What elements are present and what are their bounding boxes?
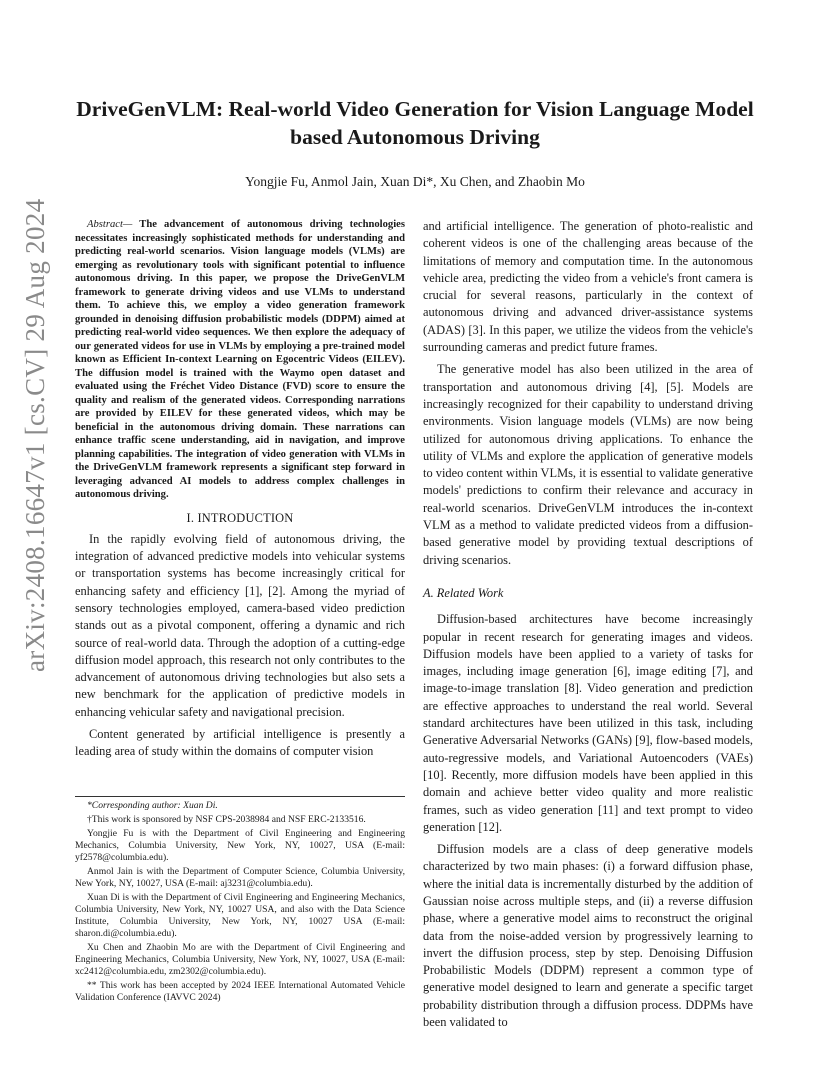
section-heading-introduction: I. INTRODUCTION (186, 510, 294, 525)
abstract (75, 218, 405, 502)
left-column (75, 218, 405, 766)
footnote-affiliation-di: Xuan Di is with the Department of Civil Engineering and Engineering Mechanics, Columbia University, New York, NY, 10027 USA, and also with the Data Science Institute, Columbia University, New York, NY, 10027 USA (E-mail: sharon.di@columbia.edu). (75, 892, 405, 939)
right-column (423, 218, 753, 1036)
intro-paragraph-2: Content generated by artificial intelligence is presently a leading area of study within the domains of computer vision (75, 727, 405, 759)
footnote-affiliation-jain: Anmol Jain is with the Department of Computer Science, Columbia University, New York, NY, 10027, USA (E-mail: aj3231@columbia.edu). (75, 866, 405, 889)
intro-paragraph-3: The generative model has also been utilized in the area of transportation and autonomous driving [4], [5]. Models are increasingly recognized for their capability to understand driving environments. Vision language models (VLMs) are now being utilized for autonomous driving applications. To enhance the utility of VLMs and explore the application of generative models to video content within VLMs, it is essential to validate generative models' predictions to confirm their relevance and accuracy in real-world scenarios. DriveGenVLM introduces the in-context VLM as a method to validate predicted videos from a diffusion-based generative model by providing textual descriptions of driving scenarios. (423, 362, 753, 567)
footnote-affiliation-fu: Yongjie Fu is with the Department of Civil Engineering and Engineering Mechanics, Columbia University, New York, NY, 10027, USA (E-mail: yf2578@columbia.edu). (75, 828, 405, 863)
paper-title: DriveGenVLM: Real-world Video Generation for Vision Language Model based Autonomous Driving (76, 97, 754, 149)
abstract-text: The advancement of autonomous driving technologies necessitates increasingly sophisticated methods for understanding and predicting real-world scenarios. Vision language models (VLMs) are emerging as revolutionary tools with significant potential to influence autonomous driving. In this paper, we propose the DriveGenVLM framework to generate driving videos and use VLMs to understand them. To achieve this, we employ a video generation framework grounded in denoising diffusion probabilistic models (DDPM) aimed at predicting real-world video sequences. We then explore the adequacy of our generated videos for use in VLMs by employing a pre-trained model known as Efficient In-context Learning on Egocentric Videos (EILEV). The diffusion model is trained with the Waymo open dataset and evaluated using the Fréchet Video Distance (FVD) score to ensure the quality and realism of the generated videos. Corresponding narrations are provided by EILEV for these generated videos, which may be beneficial in the autonomous driving domain. These narrations can enhance traffic scene understanding, aid in navigation, and improve planning capabilities. The integration of video generation with VLMs in the DriveGenVLM framework represents a significant step forward in leveraging advanced AI models to address complex challenges in autonomous driving. (75, 219, 405, 500)
subsection-heading-related-work: A. Related Work (423, 585, 504, 600)
intro-paragraph-1: In the rapidly evolving field of autonomous driving, the integration of advanced predictive models into vehicular systems or transportation systems has become increasingly critical for enhancing safety and efficiency [1], [2]. Among the myriad of sensory technologies employed, camera-based video prediction stands out as a pivotal component, offering a dynamic and rich source of real-world data. Through the adoption of a cutting-edge diffusion model approach, this research not only contributes to the advancement of autonomous driving technologies but also sets a new benchmark for the application of predictive models in enhancing vehicular safety and navigational precision. (75, 531, 405, 719)
abstract-label: Abstract— (87, 219, 133, 230)
arxiv-identifier: arXiv:2408.16647v1 [cs.CV] 29 Aug 2024 (20, 198, 50, 672)
footnote-acceptance: ** This work has been accepted by 2024 IEEE International Automated Vehicle Validation Conference (IAVVC 2024) (75, 980, 405, 1003)
related-work-paragraph-2: Diffusion models are a class of deep generative models characterized by two main phases: (i) a forward diffusion phase, where the initial data is incrementally disturbed by the addition of Gaussian noise across multiple steps, and (ii) a reverse diffusion phase, where a generative model aims to reconstruct the original data from the noise-added version by progressively learning to invert the diffusion process, step by step. Denoising Diffusion Probabilistic Models (DDPM) represent a common type of generative model designed to learn and generate a specific target probability distribution through a diffusion process. DDPMs have been validated to (423, 842, 753, 1030)
footnote-affiliation-chen-mo: Xu Chen and Zhaobin Mo are with the Department of Civil Engineering and Engineering Mechanics, Columbia University, New York, NY, 10027, USA (E-mail: xc2412@columbia.edu, zm2302@columbia.edu). (75, 942, 405, 977)
footnote-corresponding-author: *Corresponding author: Xuan Di. (87, 800, 218, 811)
intro-paragraph-2-continued: and artificial intelligence. The generation of photo-realistic and coherent videos is one of the challenging areas because of the limitations of memory and computation time. In the autonomous vehicle area, predicting the video from a vehicle's front camera is crucial for several reasons, particularly in the context of autonomous driving and advanced driver-assistance systems (ADAS) [3]. In this paper, we utilize the videos from the vehicle's surrounding cameras and predict future frames. (423, 219, 753, 355)
author-list: Yongjie Fu, Anmol Jain, Xuan Di*, Xu Chen, and Zhaobin Mo (245, 174, 585, 189)
related-work-paragraph-1: Diffusion-based architectures have become increasingly popular in recent research for generating images and videos. Diffusion models have been applied to a variety of tasks for images, including image generation [6], image editing [7], and image-to-image translation [8]. Video generation and prediction are effective approaches to understand the real world. Several standard architectures have been utilized in this task, including Generative Adversarial Networks (GANs) [9], flow-based models, auto-regressive models, and Variational Autoencoders (VAEs) [10]. Recently, more diffusion models have been applied in this domain and achieve better video quality and more realistic frames, such as video generation [11] and text prompt to video generation [12]. (423, 612, 753, 834)
footnotes (75, 796, 405, 1006)
footnote-funding: †This work is sponsored by NSF CPS-2038984 and NSF ERC-2133516. (87, 814, 366, 825)
